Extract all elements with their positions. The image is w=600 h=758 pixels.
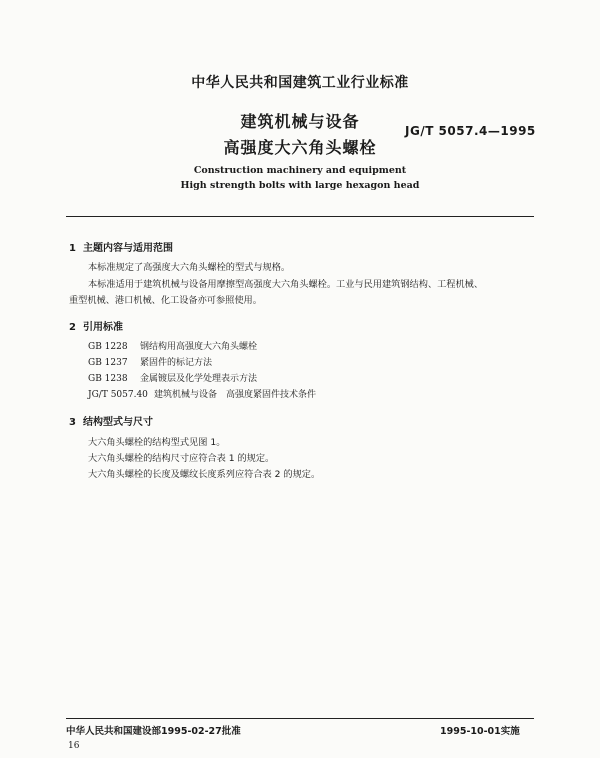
page-number: 16 [68, 741, 80, 751]
reference-code: GB 1237 [88, 358, 128, 368]
standard-title-line1: 建筑机械与设备 [240, 112, 360, 131]
section-title: 引用标准 [83, 322, 123, 333]
section-3-paragraph: 大六角头螺栓的结构型式见图 1。 [88, 437, 226, 448]
section-3-paragraph: 大六角头螺栓的结构尺寸应符合表 1 的规定。 [88, 453, 275, 464]
reference-title: 金属镀层及化学处理表示方法 [140, 374, 258, 384]
standard-title-line2: 高强度大六角头螺栓 [223, 138, 377, 157]
header-divider [66, 216, 534, 217]
english-title-line2: High strength bolts with large hexagon head [180, 180, 420, 191]
approval-statement: 中华人民共和国建设部1995-02-27批准 [66, 726, 241, 737]
standard-code: JG/T 5057.4—1995 [405, 124, 536, 138]
effective-date: 1995-10-01实施 [440, 726, 520, 737]
reference-code: GB 1238 [88, 374, 128, 384]
reference-code: GB 1228 [88, 342, 128, 352]
reference-code: JG/T 5057.40 [88, 390, 148, 400]
section-3-paragraph: 大六角头螺栓的长度及螺纹长度系列应符合表 2 的规定。 [88, 469, 321, 480]
section-number: 3 [69, 417, 76, 428]
section-title: 主题内容与适用范围 [83, 243, 173, 254]
reference-title: 紧固件的标记方法 [140, 358, 213, 368]
section-1-heading [69, 239, 173, 254]
section-1-paragraph: 重型机械、港口机械、化工设备亦可参照使用。 [69, 295, 262, 306]
section-1-paragraph: 本标准规定了高强度大六角头螺栓的型式与规格。 [88, 262, 291, 273]
section-number: 2 [69, 322, 76, 333]
english-title-line1: Construction machinery and equipment [193, 165, 407, 176]
reference-item [88, 356, 212, 370]
section-1-paragraph: 本标准适用于建筑机械与设备用摩擦型高强度大六角头螺栓。工业与民用建筑钢结构、工程机械、 [88, 279, 484, 290]
section-2-heading [69, 318, 123, 333]
section-3-heading [69, 413, 153, 428]
reference-item [88, 372, 257, 386]
footer-divider [66, 718, 534, 719]
section-number: 1 [69, 243, 76, 254]
reference-title: 钢结构用高强度大六角头螺栓 [140, 342, 258, 352]
reference-item [88, 340, 257, 354]
reference-item [88, 388, 316, 402]
issuing-organization: 中华人民共和国建筑工业行业标准 [191, 75, 409, 91]
reference-title: 建筑机械与设备 高强度紧固件技术条件 [154, 390, 317, 400]
section-title: 结构型式与尺寸 [83, 417, 153, 428]
